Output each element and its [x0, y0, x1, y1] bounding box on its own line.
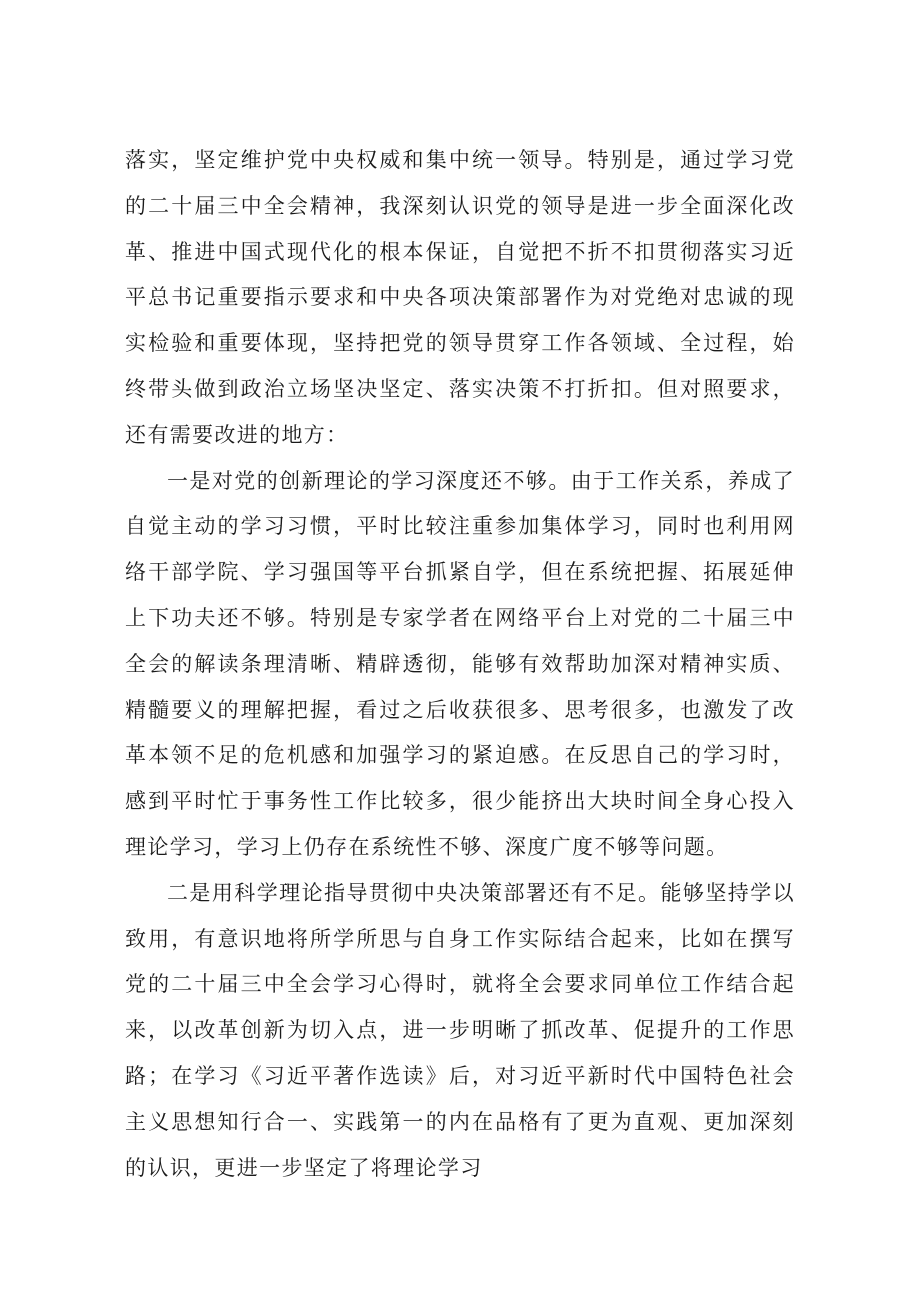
paragraph-continued: 落实，坚定维护党中央权威和集中统一领导。特别是，通过学习党的二十届三中全会精神，我深刻认识党的领导是进一步全面深化改革、推进中国式现代化的根本保证，自觉把不折不扣贯彻落实习近平总书记重要指示要求和中央各项决策部署作为对党绝对忠诚的现实检验和重要体现，坚持把党的领导贯穿工作各领域、全过程，始终带头做到政治立场坚决坚定、落实决策不打折扣。但对照要求，还有需要改进的地方： — [125, 148, 795, 447]
paragraph-point-one: 一是对党的创新理论的学习深度还不够。由于工作关系，养成了自觉主动的学习习惯，平时比较注重参加集体学习，同时也利用网络干部学院、学习强国等平台抓紧自学，但在系统把握、拓展延伸上下功夫还不够。特别是专家学者在网络平台上对党的二十届三中全会的解读条理清晰、精辟透彻，能够有效帮助加深对精神实质、精髓要义的理解把握，看过之后收获很多、思考很多，也激发了改革本领不足的危机感和加强学习的紧迫感。在反思自己的学习时，感到平时忙于事务性工作比较多，很少能挤出大块时间全身心投入理论学习，学习上仍存在系统性不够、深度广度不够等问题。 — [125, 468, 795, 859]
document-body — [125, 138, 795, 1191]
paragraph-point-two: 二是用科学理论指导贯彻中央决策部署还有不足。能够坚持学以致用，有意识地将所学所思与自身工作实际结合起来，比如在撰写党的二十届三中全会学习心得时，就将全会要求同单位工作结合起来，以改革创新为切入点，进一步明晰了抓改革、促提升的工作思路；在学习《习近平著作选读》后，对习近平新时代中国特色社会主义思想知行合一、实践第一的内在品格有了更为直观、更加深刻的认识，更进一步坚定了将理论学习 — [125, 880, 795, 1180]
